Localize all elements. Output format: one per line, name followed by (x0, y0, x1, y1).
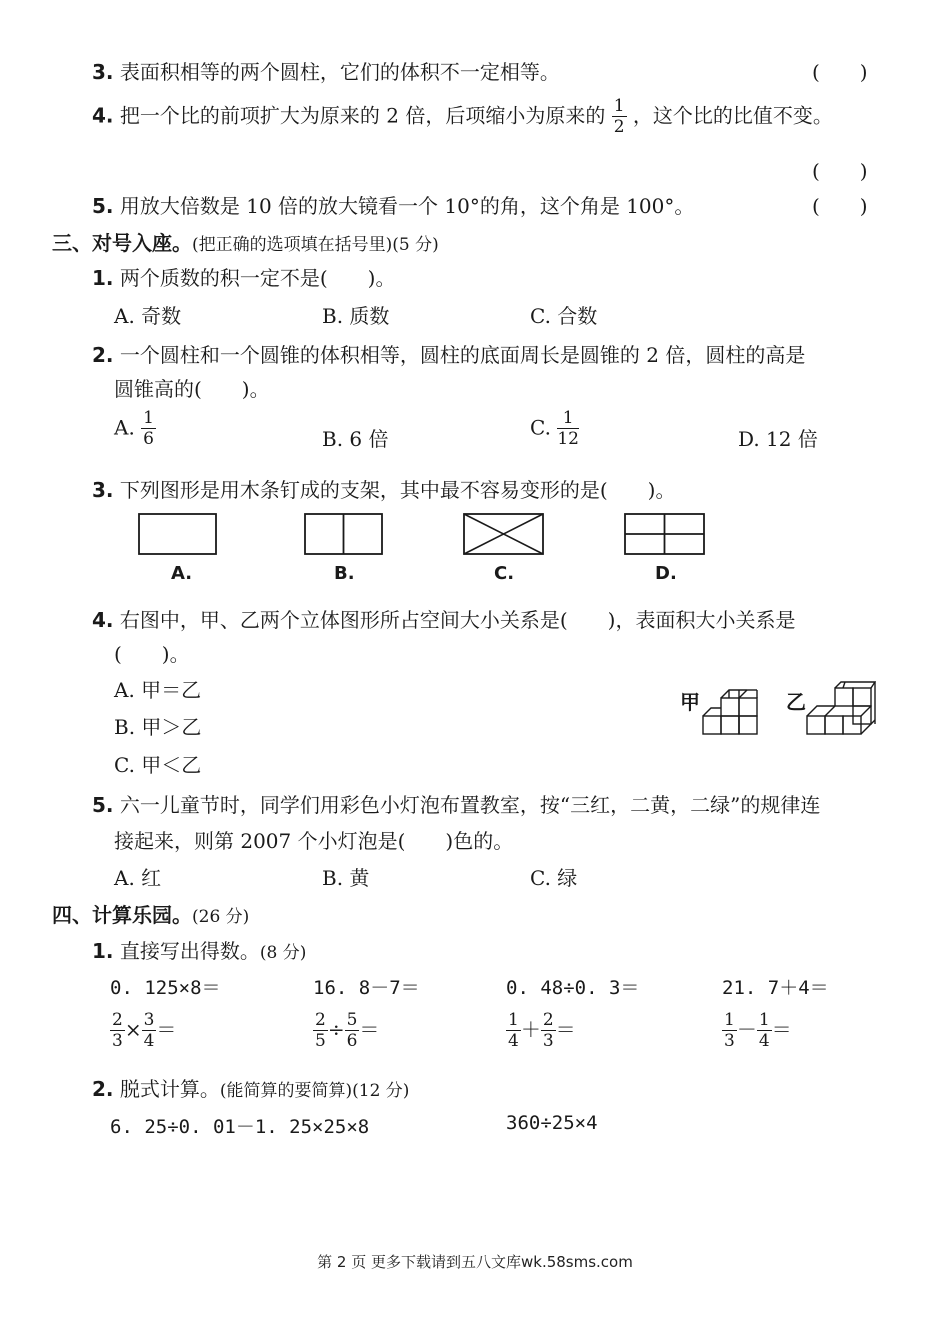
fraction-expr-3 (506, 1012, 576, 1050)
figure-label-b: B. (334, 563, 355, 584)
fraction-expr-2 (313, 1012, 379, 1050)
operator: － (736, 1017, 757, 1042)
figure-label-d: D. (655, 563, 677, 584)
figure-label-jia: 甲 (680, 690, 700, 714)
option-c: C. 合数 (530, 304, 598, 328)
question-text: 表面积相等的两个圆柱，它们的体积不一定相等。 (119, 60, 560, 84)
frame-figure-d (624, 513, 706, 557)
option-d: D. 12 倍 (738, 427, 818, 451)
question-3-1 (92, 262, 395, 291)
question-number: 4. (92, 608, 114, 632)
fraction-one-twelfth: $\frac{1}{12}$ (557, 408, 579, 449)
question-number: 4. (92, 103, 114, 128)
option-b: B. 甲＞乙 (114, 715, 202, 739)
calc-expr: 0. 125×8＝ (110, 977, 221, 999)
calc-expr: 16. 8－7＝ (313, 977, 420, 999)
section-note: (26 分) (192, 907, 250, 927)
question-text: 一个圆柱和一个圆锥的体积相等，圆柱的底面周长是圆锥的 2 倍，圆柱的高是 (119, 343, 806, 367)
question-number: 5. (92, 194, 114, 218)
question-text: 把一个比的前项扩大为原来的 2 倍，后项缩小为原来的 (119, 103, 606, 128)
option-a: A. 奇数 (114, 304, 182, 328)
frame-figure-a (138, 513, 218, 557)
answer-paren: ( ) (812, 194, 868, 218)
fraction: $\frac{1}{4}$ (508, 1010, 519, 1051)
question-text: 六一儿童节时，同学们用彩色小灯泡布置教室，按“三红，二黄，二绿”的规律连 (119, 793, 821, 817)
calc-expr: 21. 7＋4＝ (722, 977, 829, 999)
question-4-2 (92, 1073, 409, 1102)
option-a (114, 410, 156, 448)
section-4-heading (52, 899, 249, 928)
section-note: (把正确的选项填在括号里)(5 分) (192, 235, 439, 255)
question-text: 右图中，甲、乙两个立体图形所占空间大小关系是( )，表面积大小关系是 (119, 608, 796, 632)
fraction-one-sixth: $\frac{1}{6}$ (143, 408, 154, 449)
option-label: A. (114, 415, 135, 440)
fraction: $\frac{1}{3}$ (724, 1010, 735, 1051)
question-text-line2: ( )。 (114, 642, 190, 666)
question-2-5 (92, 190, 694, 219)
option-c (530, 410, 579, 448)
fraction-expr-1 (110, 1012, 176, 1050)
question-3-5 (92, 789, 820, 818)
question-number: 1. (92, 939, 114, 963)
section-title: 四、计算乐园。 (52, 903, 192, 927)
cube-stack-yi (804, 678, 876, 736)
question-4-1 (92, 935, 306, 964)
calc-expr: 360÷25×4 (506, 1112, 598, 1134)
operator: ÷ (327, 1017, 345, 1042)
fraction-expr-4 (722, 1012, 792, 1050)
cube-stack-jia (700, 678, 760, 736)
option-b: B. 6 倍 (322, 427, 389, 451)
figure-label-yi: 乙 (786, 690, 806, 714)
question-note: (8 分) (259, 943, 307, 963)
question-text-line2: 圆锥高的( )。 (114, 377, 270, 401)
question-text-tail: ，这个比的比值不变。 (632, 103, 833, 128)
question-2-3 (92, 56, 560, 85)
figure-label-a: A. (171, 563, 193, 584)
question-number: 5. (92, 793, 114, 817)
operator: × (124, 1017, 142, 1042)
answer-paren: ( ) (812, 60, 868, 84)
frame-figure-c (463, 513, 545, 557)
option-label: C. (530, 415, 551, 440)
fraction-one-half: $\frac{1}{2}$ (613, 96, 625, 137)
fraction: $\frac{2}{3}$ (112, 1010, 123, 1051)
answer-paren: ( ) (812, 159, 868, 183)
question-text-line2: 接起来，则第 2007 个小灯泡是( )色的。 (114, 829, 514, 853)
equals-sign: ＝ (156, 1017, 177, 1042)
question-number: 2. (92, 343, 114, 367)
equals-sign: ＝ (359, 1017, 380, 1042)
question-note: (能简算的要简算)(12 分) (219, 1081, 410, 1101)
section-3-heading (52, 227, 439, 256)
question-3-4 (92, 604, 795, 633)
question-number: 1. (92, 266, 114, 290)
question-3-2 (92, 339, 805, 368)
option-c: C. 绿 (530, 866, 578, 890)
question-3-3 (92, 474, 675, 503)
question-number: 2. (92, 1077, 114, 1101)
page-footer: 第 2 页 更多下载请到五八文库wk.58sms.com (317, 1253, 633, 1271)
operator: ＋ (520, 1017, 541, 1042)
fraction: $\frac{2}{3}$ (542, 1010, 554, 1051)
equals-sign: ＝ (771, 1017, 792, 1042)
fraction: $\frac{1}{4}$ (758, 1010, 770, 1051)
fraction: $\frac{2}{5}$ (315, 1010, 326, 1051)
question-text: 脱式计算。 (119, 1077, 220, 1101)
question-text: 用放大倍数是 10 倍的放大镜看一个 10°的角，这个角是 100°。 (119, 194, 695, 218)
option-b: B. 黄 (322, 866, 370, 890)
question-number: 3. (92, 60, 114, 84)
option-b: B. 质数 (322, 304, 390, 328)
option-a: A. 红 (114, 866, 162, 890)
option-a: A. 甲＝乙 (114, 678, 202, 702)
calc-expr: 6. 25÷0. 01－1. 25×25×8 (110, 1116, 370, 1138)
frame-figure-b (304, 513, 384, 557)
question-text: 直接写出得数。 (119, 939, 260, 963)
option-c: C. 甲＜乙 (114, 753, 202, 777)
section-title: 三、对号入座。 (52, 231, 192, 255)
question-text: 两个质数的积一定不是( )。 (119, 266, 396, 290)
question-number: 3. (92, 478, 114, 502)
question-2-4 (92, 98, 833, 136)
figure-label-c: C. (494, 563, 515, 584)
fraction: $\frac{3}{4}$ (143, 1010, 155, 1051)
question-text: 下列图形是用木条钉成的支架，其中最不容易变形的是( )。 (119, 478, 676, 502)
fraction: $\frac{5}{6}$ (346, 1010, 358, 1051)
calc-expr: 0. 48÷0. 3＝ (506, 977, 640, 999)
equals-sign: ＝ (555, 1017, 576, 1042)
